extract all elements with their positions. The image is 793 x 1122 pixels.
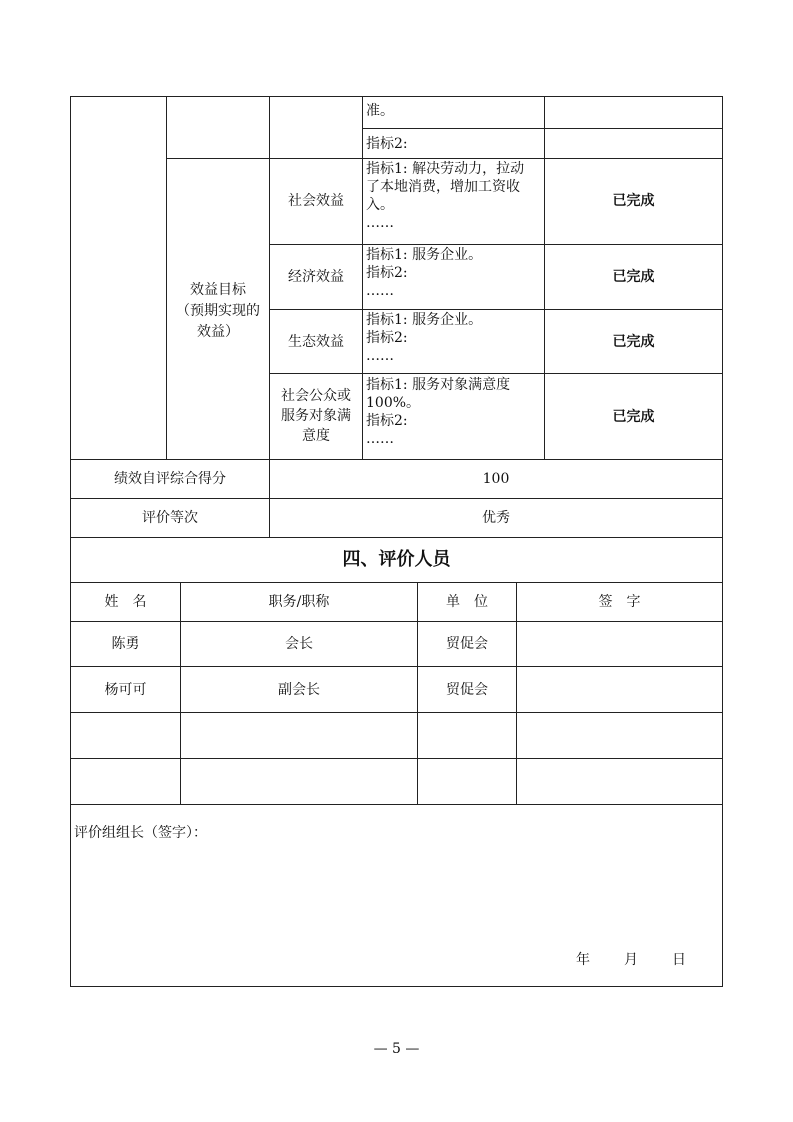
- indicator-economic: 指标1: 服务企业。 指标2: ……: [366, 247, 483, 299]
- table-border-right: [722, 96, 723, 986]
- table-border-bottom: [70, 986, 723, 987]
- header-unit: 单 位: [446, 594, 488, 610]
- status-ecological: 已完成: [612, 334, 655, 350]
- indicator-social: 指标1: 解决劳动力，拉动 了本地消费，增加工资收 入。 ……: [366, 161, 525, 231]
- row-line-f: [70, 459, 723, 460]
- row-line-h: [70, 537, 723, 538]
- person-1-title: 会长: [285, 636, 313, 652]
- header-signature: 签 字: [598, 594, 641, 610]
- benefit-category-label: 效益目标 （预期实现的 效益）: [176, 282, 260, 340]
- header-title: 职务/职称: [268, 594, 330, 610]
- header-name: 姓 名: [104, 594, 147, 610]
- grade-value: 优秀: [482, 510, 510, 526]
- date-month: 月: [624, 952, 638, 968]
- person-2-unit: 贸促会: [446, 682, 488, 698]
- row-line-b: [166, 158, 723, 159]
- table-border-top: [70, 96, 723, 97]
- benefit-type-economic: 经济效益: [288, 269, 344, 285]
- page-number: — 5 —: [373, 1041, 420, 1057]
- p-row-5: [70, 804, 723, 805]
- p-col-3: [516, 582, 517, 804]
- benefit-type-satisfaction: 社会公众或 服务对象满 意度: [281, 388, 351, 444]
- prev-row-text: 准。: [366, 103, 394, 119]
- p-row-4: [70, 758, 723, 759]
- person-2-title: 副会长: [278, 682, 320, 698]
- benefit-type-ecological: 生态效益: [288, 334, 344, 350]
- p-row-3: [70, 712, 723, 713]
- prev-row-indicator2: 指标2:: [366, 136, 408, 152]
- p-row-2: [70, 666, 723, 667]
- row-line-i: [70, 582, 723, 583]
- grade-label: 评价等次: [142, 510, 198, 526]
- leader-signature-label: 评价组组长（签字）：: [74, 825, 207, 841]
- person-2-name: 杨可可: [104, 682, 147, 698]
- date-year: 年: [576, 952, 590, 968]
- row-line-e: [269, 373, 723, 374]
- col-divider-1: [166, 96, 167, 459]
- status-economic: 已完成: [612, 269, 655, 285]
- date-day: 日: [672, 952, 686, 968]
- row-line-c: [269, 244, 723, 245]
- row-line-g: [70, 498, 723, 499]
- indicator-ecological: 指标1: 服务企业。 指标2: ……: [366, 312, 483, 364]
- table-border-left: [70, 96, 71, 986]
- benefit-type-social: 社会效益: [288, 193, 344, 209]
- row-line-a: [362, 128, 723, 129]
- status-social: 已完成: [612, 193, 655, 209]
- section-title: 四、评价人员: [342, 549, 451, 570]
- person-1-name: 陈勇: [111, 636, 140, 652]
- p-row-1: [70, 621, 723, 622]
- status-satisfaction: 已完成: [612, 409, 655, 425]
- person-1-unit: 贸促会: [446, 636, 488, 652]
- score-label: 绩效自评综合得分: [114, 471, 226, 487]
- row-line-d: [269, 309, 723, 310]
- indicator-satisfaction: 指标1: 服务对象满意度 100%。 指标2: ……: [366, 377, 511, 447]
- col-divider-3: [362, 96, 363, 459]
- score-value: 100: [482, 471, 510, 487]
